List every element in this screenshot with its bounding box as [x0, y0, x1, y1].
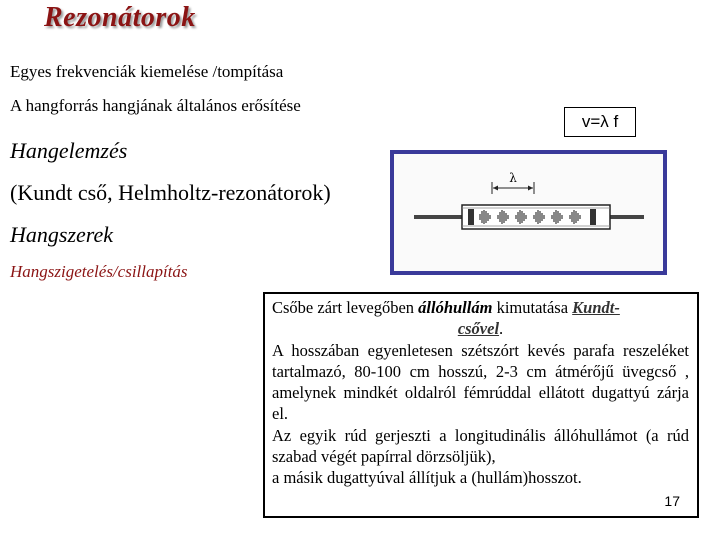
formula-box: v=λ f [564, 107, 636, 137]
kundt-tube-term: csővel [457, 319, 500, 339]
adjustment-paragraph: a másik dugattyúval állítjuk a (hullám)hosszot. [272, 468, 582, 488]
intro-paragraph [272, 297, 689, 318]
intro-mid-text: kimutatása [492, 298, 573, 317]
standing-wave-term: állóhullám [418, 298, 493, 317]
slide-title: Rezonátorok [44, 2, 196, 33]
intro-text: Csőbe zárt levegőben [272, 298, 419, 317]
heading-analysis: Hangelemzés [10, 138, 128, 163]
line-emphasis: Egyes frekvenciák kiemelése /tompítása [10, 62, 284, 81]
kundt-tube-figure [390, 150, 667, 275]
lambda-label: λ [509, 171, 517, 185]
description-paragraph: A hosszában egyenletesen szétszórt kevés parafa reszeléket tartalmazó, 80-100 cm hosszú, 2-3 cm átmérőjű üvegcső , amelynek mindkét oldalról fémrúddal ellátott dugattyú zárja el. [272, 340, 689, 424]
page-number: 17 [664, 492, 680, 509]
kundt-tube-drawing [394, 154, 663, 271]
excitation-paragraph: Az egyik rúd gerjeszti a longitudinális állóhullámot (a rúd szabad végét papírral dörzsöljük), [272, 425, 689, 467]
intro-paragraph-end [272, 318, 689, 339]
line-amplification: A hangforrás hangjának általános erősítése [10, 96, 301, 115]
kundt-term: Kundt- [572, 298, 620, 317]
intro-end-text: . [499, 319, 504, 339]
heading-isolation: Hangszigetelés/csillapítás [10, 262, 188, 281]
left-piston [468, 209, 474, 225]
line-kundt-helmholtz: (Kundt cső, Helmholtz-rezonátorok) [10, 180, 331, 205]
right-piston [590, 209, 596, 225]
heading-instruments: Hangszerek [10, 222, 114, 247]
kundt-description-box [263, 292, 699, 518]
